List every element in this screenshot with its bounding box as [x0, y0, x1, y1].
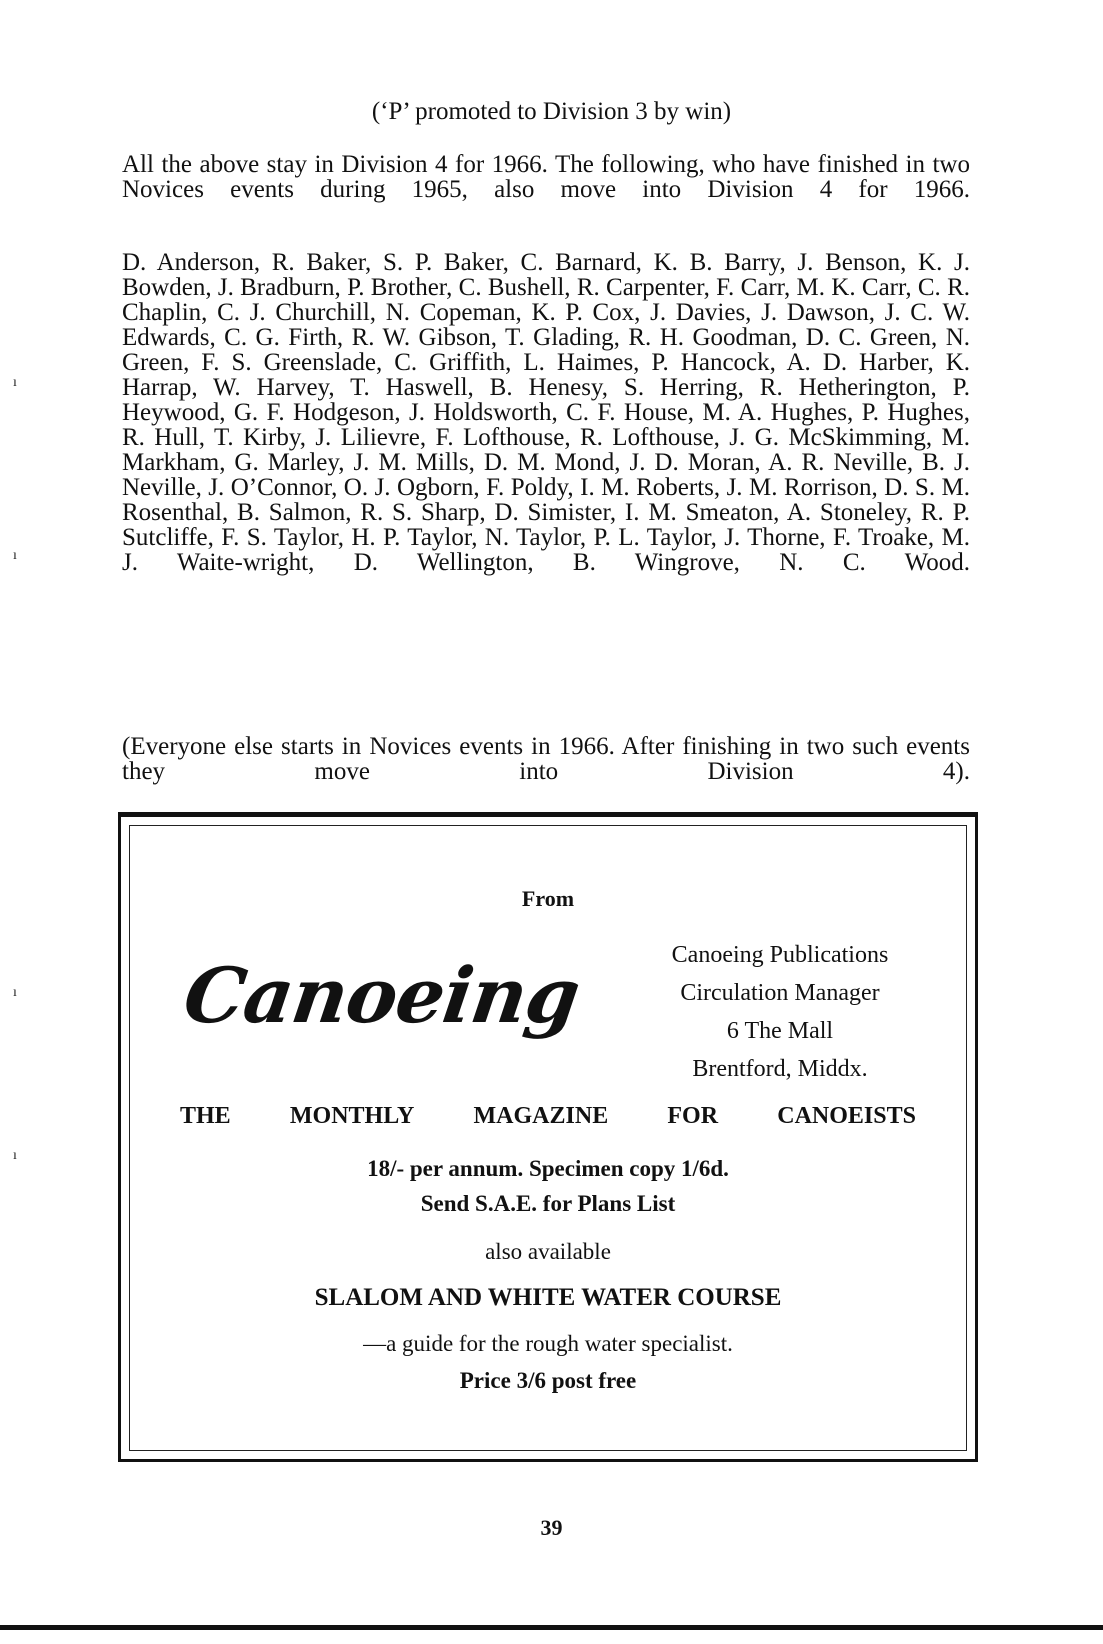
ad-also-available: also available: [485, 1239, 611, 1264]
canoeing-logo: Canoeing: [178, 951, 585, 1040]
address-line: Canoeing Publications: [671, 942, 889, 968]
ad-course-description: —a guide for the rough water specialist.: [363, 1331, 733, 1356]
ad-from-label: From: [521, 886, 575, 911]
ad-tagline: [180, 1103, 916, 1130]
margin-mark: ı: [13, 985, 17, 1000]
tagline-word: MONTHLY: [289, 1103, 415, 1129]
margin-mark: ı: [13, 1148, 17, 1163]
advertisement-box: [118, 812, 978, 1462]
advertisement-inner-frame: [129, 825, 967, 1451]
ad-course-price: Price 3/6 post free: [459, 1368, 637, 1393]
address-line: Circulation Manager: [680, 980, 880, 1006]
ad-sae-line: Send S.A.E. for Plans List: [420, 1191, 676, 1216]
ad-address: [620, 936, 940, 1088]
tagline-word: FOR: [667, 1103, 719, 1129]
names-list: D. Anderson, R. Baker, S. P. Baker, C. Barnard, K. B. Barry, J. Benson, K. J. Bowden, J. Bradburn, P. Brother, C. Bushell, R. Carpenter, F. Carr, M. K. Carr, C. R. Chaplin, C. J. Churchill, N. Copeman, K. P. Cox, J. Davies, J. Dawson, J. C. W. Edwards, C. G. Firth, R. W. Gibson, T. Glading, R. H. Goodman, D. C. Green, N. Green, F. S. Greenslade, C. Griffith, L. Haimes, P. Hancock, A. D. Harber, K. Harrap, W. Harvey, T. Haswell, B. Henesy, S. Herring, R. Hetherington, P. Heywood, G. F. Hodgeson, J. Holdsworth, C. F. House, M. A. Hughes, P. Hughes, R. Hull, T. Kirby, J. Lilievre, F. Lofthouse, R. Lofthouse, J. G. McSkimming, M. Markham, G. Marley, J. M. Mills, D. M. Mond, J. D. Moran, A. R. Neville, B. J. Neville, J. O’Connor, O. J. Ogborn, F. Poldy, I. M. Roberts, J. M. Rorrison, D. S. M. Rosenthal, B. Salmon, R. S. Sharp, D. Simister, I. M. Smeaton, A. Stoneley, R. P. Sutcliffe, F. S. Taylor, H. P. Taylor, N. Taylor, P. L. Taylor, J. Thorne, F. Troake, M. J. Waite-wright, D. Wellington, B. Wingrove, N. C. Wood.: [122, 249, 970, 576]
page-number: 39: [540, 1515, 563, 1540]
tagline-word: CANOEISTS: [777, 1103, 916, 1129]
address-line: Brentford, Middx.: [692, 1056, 868, 1082]
tagline-word: THE: [180, 1103, 231, 1129]
margin-mark: ı: [13, 548, 17, 563]
closing-paragraph: (Everyone else starts in Novices events in 1966. After finishing in two such events they move into Division 4).: [122, 733, 970, 785]
margin-mark: ı: [13, 375, 17, 390]
ad-price-line: 18/- per annum. Specimen copy 1/6d.: [367, 1156, 729, 1181]
ad-course-title: SLALOM AND WHITE WATER COURSE: [314, 1284, 782, 1311]
address-line: 6 The Mall: [726, 1018, 834, 1044]
tagline-word: MAGAZINE: [473, 1103, 609, 1129]
intro-paragraph: All the above stay in Division 4 for 1966. The following, who have finished in two Novices events during 1965, also move into Division 4 for 1966.: [122, 151, 970, 203]
heading-note: (‘P’ promoted to Division 3 by win): [371, 98, 732, 125]
page-bottom-rule: [0, 1625, 1103, 1630]
